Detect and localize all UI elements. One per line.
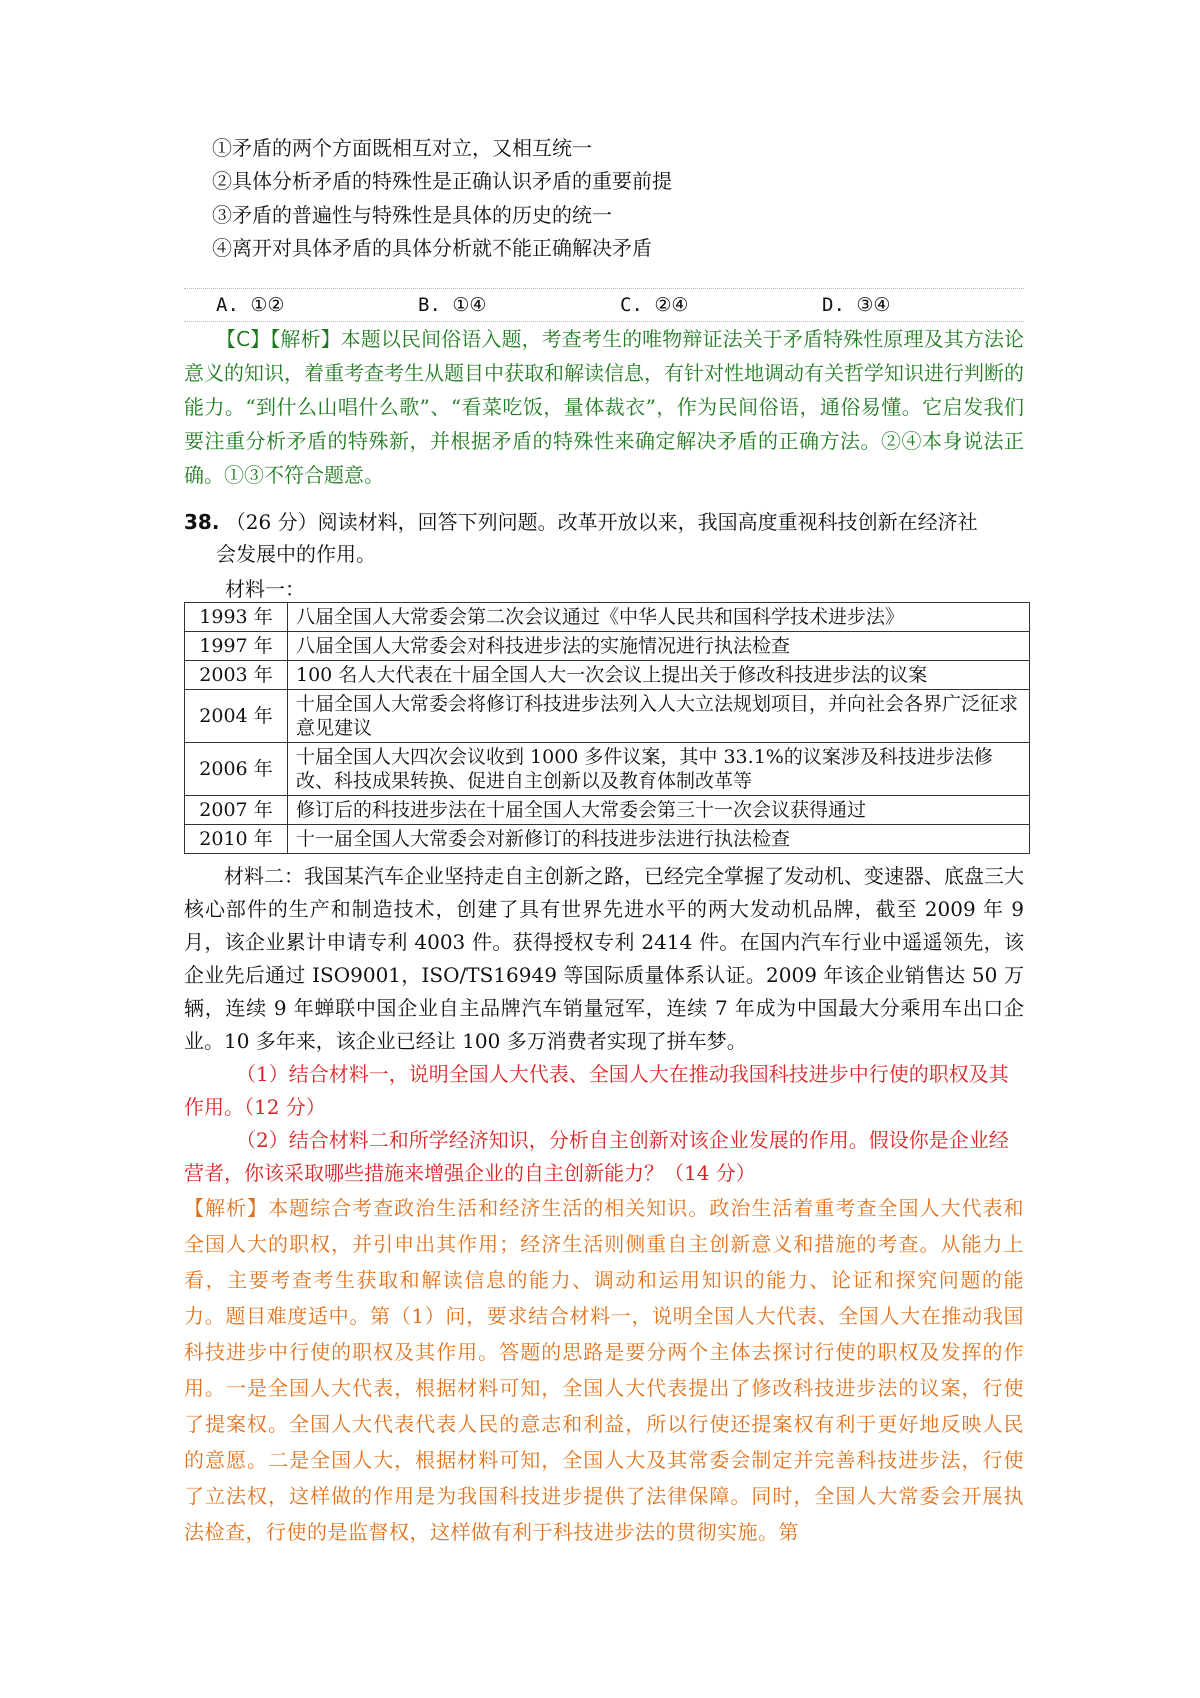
year-cell: 1993 年 bbox=[185, 603, 288, 632]
event-cell: 100 名人大代表在十届全国人大一次会议上提出关于修改科技进步法的议案 bbox=[288, 661, 1030, 690]
sub-question-2: （2）结合材料二和所学经济知识，分析自主创新对该企业发展的作用。假设你是企业经营者，你该采取哪些措施来增强企业的自主创新能力？（14 分） bbox=[184, 1128, 1009, 1185]
answer-choices bbox=[184, 288, 1024, 322]
question-38-line2: 会发展中的作用。 bbox=[216, 542, 376, 566]
year-cell: 2006 年 bbox=[185, 743, 288, 796]
table-row bbox=[185, 690, 1030, 743]
choice-a: A. ①② bbox=[216, 294, 285, 316]
year-cell: 2004 年 bbox=[185, 690, 288, 743]
analysis-37-tag: 【C】【解析】 bbox=[216, 327, 341, 351]
sub-question-1: （1）结合材料一，说明全国人大代表、全国人大在推动我国科技进步中行使的职权及其作用。（12 分） bbox=[184, 1062, 1009, 1119]
analysis-38-tag: 【解析】 bbox=[184, 1196, 269, 1220]
year-cell: 2007 年 bbox=[185, 796, 288, 825]
option-3: ③矛盾的普遍性与特殊性是具体的历史的统一 bbox=[212, 203, 612, 227]
material-2 bbox=[184, 860, 1024, 1058]
material-1-label: 材料一： bbox=[225, 577, 305, 601]
table-row bbox=[185, 632, 1030, 661]
table-row bbox=[185, 603, 1030, 632]
event-cell: 修订后的科技进步法在十届全国人大常委会第三十一次会议获得通过 bbox=[288, 796, 1030, 825]
analysis-37 bbox=[184, 322, 1024, 492]
table-row bbox=[185, 796, 1030, 825]
option-4: ④离开对具体矛盾的具体分析就不能正确解决矛盾 bbox=[212, 236, 652, 260]
choice-c: C. ②④ bbox=[620, 294, 689, 316]
year-cell: 2003 年 bbox=[185, 661, 288, 690]
material-1-table bbox=[184, 602, 1030, 854]
option-1: ①矛盾的两个方面既相互对立，又相互统一 bbox=[212, 136, 592, 160]
sub-questions bbox=[184, 1058, 1024, 1190]
question-number: 38. bbox=[184, 510, 220, 534]
table-row bbox=[185, 825, 1030, 854]
choice-d: D. ③④ bbox=[822, 294, 891, 316]
question-38-line1: （26 分）阅读材料，回答下列问题。改革开放以来，我国高度重视科技创新在经济社 bbox=[225, 510, 978, 534]
year-cell: 2010 年 bbox=[185, 825, 288, 854]
table-row bbox=[185, 661, 1030, 690]
option-2: ②具体分析矛盾的特殊性是正确认识矛盾的重要前提 bbox=[212, 169, 672, 193]
event-cell: 十一届全国人大常委会对新修订的科技进步法进行执法检查 bbox=[288, 825, 1030, 854]
analysis-38 bbox=[184, 1190, 1024, 1550]
event-cell: 八届全国人大常委会第二次会议通过《中华人民共和国科学技术进步法》 bbox=[288, 603, 1030, 632]
table-row bbox=[185, 743, 1030, 796]
event-cell: 八届全国人大常委会对科技进步法的实施情况进行执法检查 bbox=[288, 632, 1030, 661]
year-cell: 1997 年 bbox=[185, 632, 288, 661]
question-38 bbox=[184, 506, 1024, 570]
event-cell: 十届全国人大常委会将修订科技进步法列入人大立法规划项目，并向社会各界广泛征求意见建议 bbox=[288, 690, 1030, 743]
analysis-38-text: 本题综合考查政治生活和经济生活的相关知识。政治生活着重考查全国人大代表和全国人大的职权，并引申出其作用；经济生活则侧重自主创新意义和措施的考查。从能力上看，主要考查考生获取和解读信息的能力、调动和运用知识的能力、论证和探究问题的能力。题目难度适中。第（1）问，要求结合材料一，说明全国人大代表、全国人大在推动我国科技进步中行使的职权及其作用。答题的思路是要分两个主体去探讨行使的职权及发挥的作用。一是全国人大代表，根据材料可知，全国人大代表提出了修改科技进步法的议案，行使了提案权。全国人大代表代表人民的意志和利益，所以行使还提案权有利于更好地反映人民的意愿。二是全国人大，根据材料可知，全国人大及其常委会制定并完善科技进步法，行使了立法权，这样做的作用是为我国科技进步提供了法律保障。同时，全国人大常委会开展执法检查，行使的是监督权，这样做有利于科技进步法的贯彻实施。第 bbox=[184, 1196, 1025, 1544]
material-2-text: 材料二：我国某汽车企业坚持走自主创新之路，已经完全掌握了发动机、变速器、底盘三大核心部件的生产和制造技术，创建了具有世界先进水平的两大发动机品牌，截至 2009 年 9 月，该企业累计申请专利 4003 件。获得授权专利 2414 件。在国内汽车行业中遥遥领先，该企业先后通过 ISO9001，ISO/TS16949 等国际质量体系认证。2009 年该企业销售达 50 万辆，连续 9 年蝉联中国企业自主品牌汽车销量冠军，连续 7 年成为中国最大分乘用车出口企业。10 多年来，该企业已经让 100 多万消费者实现了拼车梦。 bbox=[184, 864, 1024, 1053]
analysis-37-text: 本题以民间俗语入题，考查考生的唯物辩证法关于矛盾特殊性原理及其方法论意义的知识，着重考查考生从题目中获取和解读信息，有针对性地调动有关哲学知识进行判断的能力。“到什么山唱什么歌”、“看菜吃饭，量体裁衣”，作为民间俗语，通俗易懂。它启发我们要注重分析矛盾的特殊新，并根据矛盾的特殊性来确定解决矛盾的正确方法。②④本身说法正确。①③不符合题意。 bbox=[184, 327, 1024, 487]
event-cell: 十届全国人大四次会议收到 1000 多件议案，其中 33.1%的议案涉及科技进步法修改、科技成果转换、促进自主创新以及教育体制改革等 bbox=[288, 743, 1030, 796]
choice-b: B. ①④ bbox=[418, 294, 487, 316]
